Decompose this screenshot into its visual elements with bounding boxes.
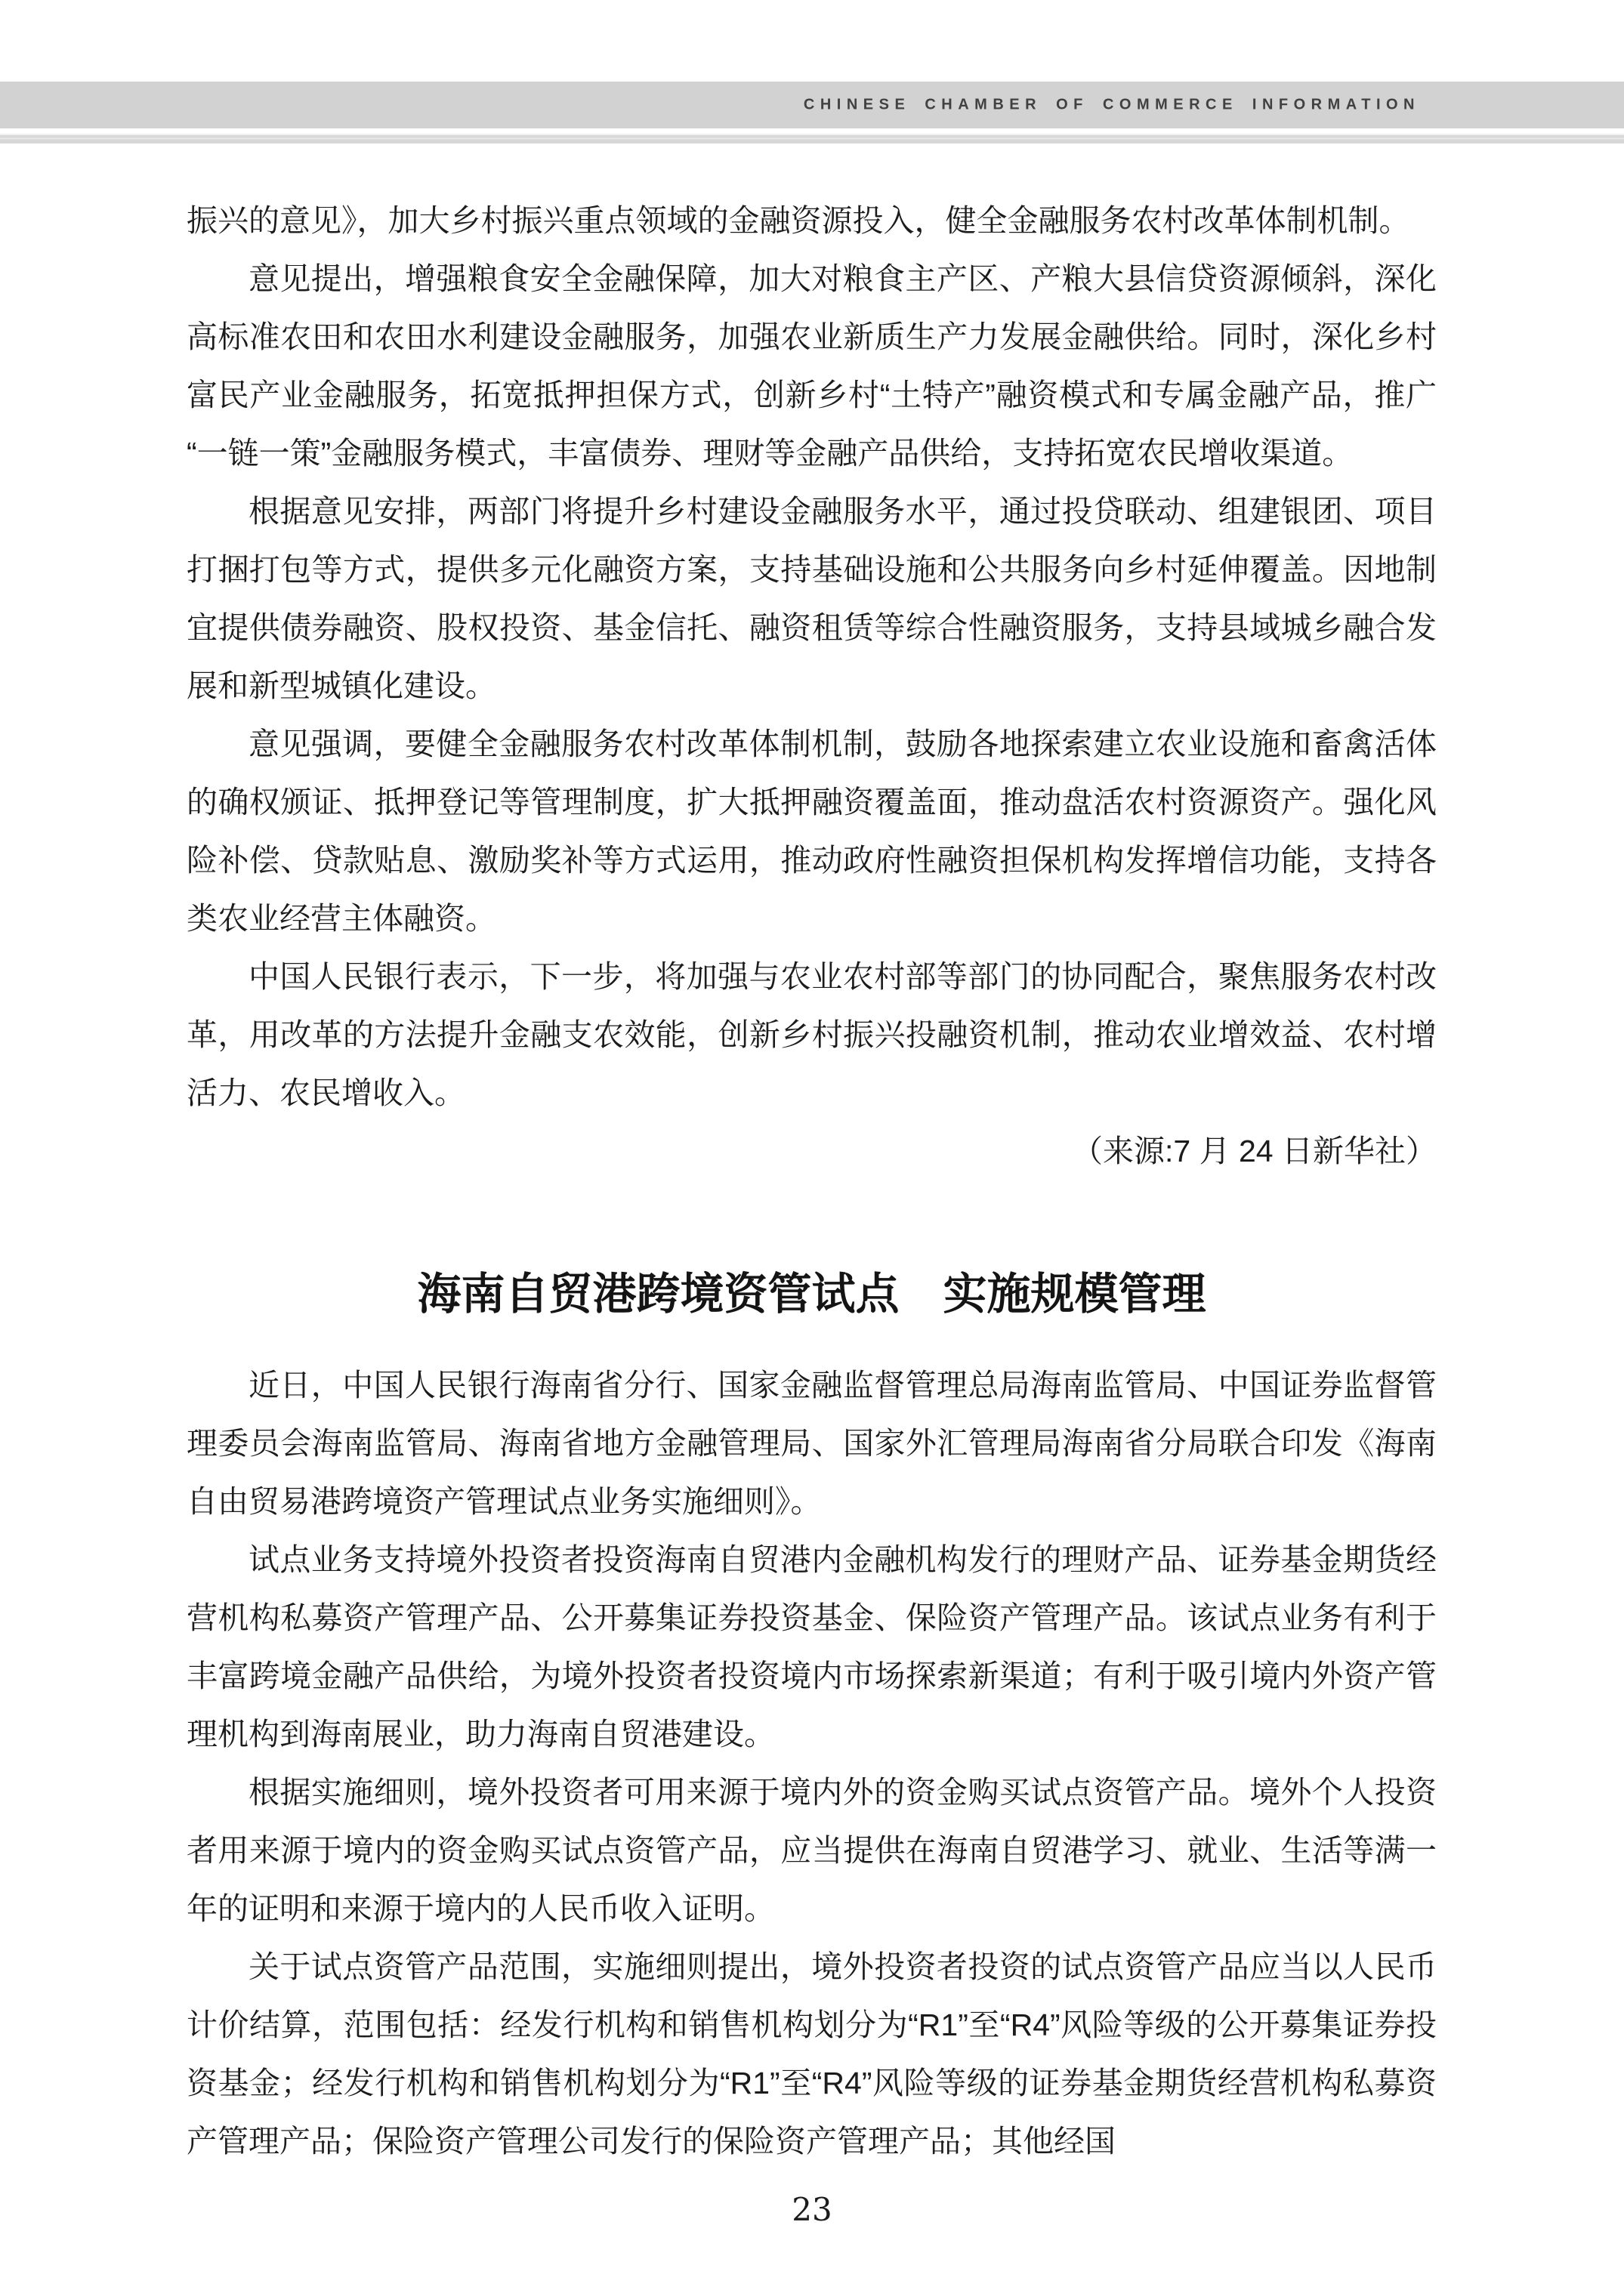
paragraph: 近日，中国人民银行海南省分行、国家金融监督管理总局海南监管局、中国证券监督管理委员会海南监管局、海南省地方金融管理局、国家外汇管理局海南省分局联合印发《海南自由贸易港跨境资产管理试点业务实施细则》。 bbox=[187, 1368, 1437, 1519]
article-rural-finance bbox=[187, 192, 1437, 1180]
paragraph: 意见提出，增强粮食安全金融保障，加大对粮食主产区、产粮大县信贷资源倾斜，深化高标准农田和农田水利建设金融服务，加强农业新质生产力发展金融供给。同时，深化乡村富民产业金融服务，拓宽抵押担保方式，创新乡村“土特产”融资模式和专属金融产品，推广“一链一策”金融服务模式，丰富债券、理财等金融产品供给，支持拓宽农民增收渠道。 bbox=[187, 261, 1437, 471]
header-banner bbox=[0, 82, 1624, 128]
paragraph: 中国人民银行表示，下一步，将加强与农业农村部等部门的协同配合，聚焦服务农村改革，用改革的方法提升金融支农效能，创新乡村振兴投融资机制，推动农业增效益、农村增活力、农民增收入。 bbox=[187, 959, 1437, 1110]
header-divider bbox=[0, 134, 1624, 144]
paragraph: 意见强调，要健全金融服务农村改革体制机制，鼓励各地探索建立农业设施和畜禽活体的确权颁证、抵押登记等管理制度，扩大抵押融资覆盖面，推动盘活农村资源资产。强化风险补偿、贷款贴息、激励奖补等方式运用，推动政府性融资担保机构发挥增信功能，支持各类农业经营主体融资。 bbox=[187, 727, 1437, 936]
article-source: （来源:7 月 24 日新华社） bbox=[1072, 1134, 1437, 1168]
paragraph: 关于试点资管产品范围，实施细则提出，境外投资者投资的试点资管产品应当以人民币计价结算，范围包括：经发行机构和销售机构划分为“R1”至“R4”风险等级的公开募集证券投资基金；经发行机构和销售机构划分为“R1”至“R4”风险等级的证券基金期货经营机构私募资产管理产品；保险资产管理公司发行的保险资产管理产品；其他经国 bbox=[187, 1949, 1437, 2159]
article-title: 海南自贸港跨境资管试点 实施规模管理 bbox=[417, 1270, 1206, 1319]
paragraph: 根据实施细则，境外投资者可用来源于境内外的资金购买试点资管产品。境外个人投资者用来源于境内的资金购买试点资管产品，应当提供在海南自贸港学习、就业、生活等满一年的证明和来源于境内的人民币收入证明。 bbox=[187, 1775, 1437, 1926]
header-banner-text: CHINESE CHAMBER OF COMMERCE INFORMATION bbox=[803, 96, 1420, 113]
paragraph-continuation: 振兴的意见》，加大乡村振兴重点领域的金融资源投入，健全金融服务农村改革体制机制。 bbox=[187, 203, 1410, 238]
paragraph: 根据意见安排，两部门将提升乡村建设金融服务水平，通过投贷联动、组建银团、项目打捆打包等方式，提供多元化融资方案，支持基础设施和公共服务向乡村延伸覆盖。因地制宜提供债券融资、股权投资、基金信托、融资租赁等综合性融资服务，支持县域城乡融合发展和新型城镇化建设。 bbox=[187, 494, 1437, 703]
article-hainan-pilot bbox=[187, 1356, 1437, 2171]
page-number: 23 bbox=[792, 2191, 832, 2228]
page-content bbox=[187, 192, 1437, 2171]
paragraph: 试点业务支持境外投资者投资海南自贸港内金融机构发行的理财产品、证券基金期货经营机构私募资产管理产品、公开募集证券投资基金、保险资产管理产品。该试点业务有利于丰富跨境金融产品供给，为境外投资者投资境内市场探索新渠道；有利于吸引境内外资产管理机构到海南展业，助力海南自贸港建设。 bbox=[187, 1542, 1437, 1751]
